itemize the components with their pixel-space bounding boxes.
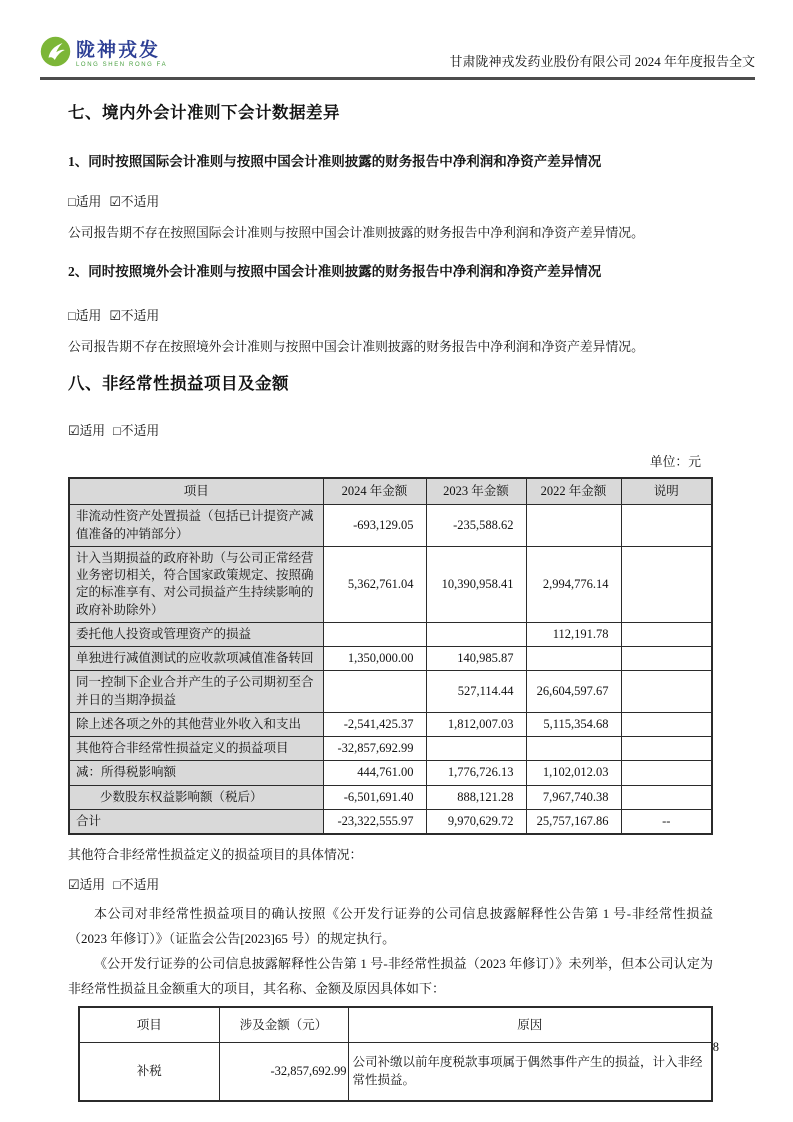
unit-label: 单位：元 — [649, 455, 701, 469]
amount-2022-cell: 2,994,776.14 — [526, 546, 621, 622]
amount-2023-cell: 140,985.87 — [426, 647, 526, 671]
table-row — [69, 712, 712, 736]
section-7-2-title: 2、同时按照境外会计准则与按照中国会计准则披露的财务报告中净利润和净资产差异情况 — [68, 264, 602, 279]
table-row — [69, 809, 712, 834]
logo-en-name: LONG SHEN RONG FA — [76, 61, 168, 68]
note-cell — [621, 546, 712, 622]
table-row — [69, 505, 712, 547]
page-header — [40, 0, 755, 80]
amount-2022-cell — [526, 737, 621, 761]
column-header: 涉及金额（元） — [219, 1007, 348, 1043]
section-7-title: 七、境内外会计准则下会计数据差异 — [68, 103, 340, 122]
checkbox-apply: □适用 — [68, 309, 102, 323]
amount-2023-cell: 10,390,958.41 — [426, 546, 526, 622]
table-row — [69, 761, 712, 785]
amount-2024-cell: -32,857,692.99 — [323, 737, 426, 761]
section-7-1-applicability — [68, 191, 713, 210]
section-8-title: 八、非经常性损益项目及金额 — [68, 374, 289, 393]
item-cell: 同一控制下企业合并产生的子公司期初至合并日的当期净损益 — [69, 671, 323, 713]
note-cell: -- — [621, 809, 712, 834]
checkbox-not-apply: ☑不适用 — [109, 195, 160, 209]
item-cell: 少数股东权益影响额（税后） — [69, 785, 323, 809]
amount-2022-cell: 1,102,012.03 — [526, 761, 621, 785]
checkbox-apply: ☑适用 — [68, 424, 106, 438]
amount-2022-cell — [526, 647, 621, 671]
section-7-2-body: 公司报告期不存在按照境外会计准则与按照中国会计准则披露的财务报告中净利润和净资产差异情况。 — [68, 340, 644, 354]
item-cell: 除上述各项之外的其他营业外收入和支出 — [69, 712, 323, 736]
checkbox-not-apply: □不适用 — [113, 424, 160, 438]
checkbox-apply: ☑适用 — [68, 878, 106, 892]
amount-2023-cell: 1,812,007.03 — [426, 712, 526, 736]
item-cell: 补税 — [79, 1043, 219, 1101]
page-body — [68, 80, 713, 1102]
column-header: 项目 — [79, 1007, 219, 1043]
note-cell — [621, 622, 712, 646]
amount-2022-cell: 25,757,167.86 — [526, 809, 621, 834]
item-cell: 单独进行减值测试的应收款项减值准备转回 — [69, 647, 323, 671]
amount-2023-cell: 9,970,629.72 — [426, 809, 526, 834]
nonrecurring-table-head-row — [69, 478, 712, 505]
note-cell — [621, 647, 712, 671]
checkbox-not-apply: □不适用 — [113, 878, 160, 892]
table-row — [79, 1043, 712, 1101]
major-items-head-row — [79, 1007, 712, 1043]
table-row — [69, 622, 712, 646]
logo-cn-name: 陇神戎发 — [76, 39, 161, 61]
logo-text — [76, 41, 167, 68]
paragraph-recognition-basis: 本公司对非经常性损益项目的确认按照《公开发行证券的公司信息披露解释性公告第 1 号-非经常性损益（2023 年修订）》（证监会公告[2023]65 号）的规定执行。 — [68, 906, 713, 946]
amount-2022-cell: 112,191.78 — [526, 622, 621, 646]
item-cell: 委托他人投资或管理资产的损益 — [69, 622, 323, 646]
detail-applicability — [68, 874, 713, 893]
major-items-body — [79, 1043, 712, 1101]
column-header: 项目 — [69, 478, 323, 505]
checkbox-not-apply: ☑不适用 — [109, 309, 160, 323]
amount-2023-cell — [426, 737, 526, 761]
section-7-1-body: 公司报告期不存在按照国际会计准则与按照中国会计准则披露的财务报告中净利润和净资产差异情况。 — [68, 226, 644, 240]
column-header: 2022 年金额 — [526, 478, 621, 505]
amount-2024-cell: 444,761.00 — [323, 761, 426, 785]
major-items-table — [78, 1006, 713, 1102]
column-header: 2024 年金额 — [323, 478, 426, 505]
note-cell — [621, 505, 712, 547]
table-row — [69, 546, 712, 622]
paragraph-major-items-intro: 《公开发行证券的公司信息披露解释性公告第 1 号-非经常性损益（2023 年修订）》未列举，但本公司认定为非经常性损益且金额重大的项目，其名称、金额及原因具体如下： — [68, 956, 713, 996]
note-cell — [621, 671, 712, 713]
amount-2023-cell: 527,114.44 — [426, 671, 526, 713]
reason-cell: 公司补缴以前年度税款事项属于偶然事件产生的损益，计入非经常性损益。 — [348, 1043, 712, 1101]
item-cell: 非流动性资产处置损益（包括已计提资产减值准备的冲销部分） — [69, 505, 323, 547]
document-title: 甘肃陇神戎发药业股份有限公司 2024 年年度报告全文 — [449, 54, 755, 69]
section-8-applicability — [68, 420, 713, 439]
logo-bird-icon — [40, 36, 71, 72]
amount-2023-cell: -235,588.62 — [426, 505, 526, 547]
amount-2024-cell: 5,362,761.04 — [323, 546, 426, 622]
table-row — [69, 785, 712, 809]
item-cell: 其他符合非经常性损益定义的损益项目 — [69, 737, 323, 761]
column-header: 原因 — [348, 1007, 712, 1043]
amount-2022-cell: 5,115,354.68 — [526, 712, 621, 736]
amount-2024-cell — [323, 622, 426, 646]
amount-2023-cell — [426, 622, 526, 646]
table-row — [69, 737, 712, 761]
nonrecurring-items-table — [68, 477, 713, 835]
column-header: 2023 年金额 — [426, 478, 526, 505]
amount-2022-cell: 26,604,597.67 — [526, 671, 621, 713]
table-row — [69, 671, 712, 713]
amount-cell: -32,857,692.99 — [219, 1043, 348, 1101]
detail-situation-line: 其他符合非经常性损益定义的损益项目的具体情况： — [68, 848, 363, 862]
checkbox-apply: □适用 — [68, 195, 102, 209]
amount-2024-cell — [323, 671, 426, 713]
amount-2024-cell: -2,541,425.37 — [323, 712, 426, 736]
item-cell: 合计 — [69, 809, 323, 834]
note-cell — [621, 785, 712, 809]
note-cell — [621, 737, 712, 761]
item-cell: 计入当期损益的政府补助（与公司正常经营业务密切相关，符合国家政策规定、按照确定的标准享有、对公司损益产生持续影响的政府补助除外） — [69, 546, 323, 622]
amount-2024-cell: -6,501,691.40 — [323, 785, 426, 809]
amount-2024-cell: -23,322,555.97 — [323, 809, 426, 834]
section-7-2-applicability — [68, 305, 713, 324]
amount-2024-cell: -693,129.05 — [323, 505, 426, 547]
table-row — [69, 647, 712, 671]
amount-2022-cell — [526, 505, 621, 547]
note-cell — [621, 712, 712, 736]
nonrecurring-table-body — [69, 505, 712, 834]
amount-2023-cell: 888,121.28 — [426, 785, 526, 809]
company-logo — [40, 36, 167, 72]
amount-2022-cell: 7,967,740.38 — [526, 785, 621, 809]
explanatory-paragraphs — [68, 901, 713, 1001]
item-cell: 减：所得税影响额 — [69, 761, 323, 785]
column-header: 说明 — [621, 478, 712, 505]
note-cell — [621, 761, 712, 785]
page-number: 8 — [712, 1040, 719, 1054]
amount-2024-cell: 1,350,000.00 — [323, 647, 426, 671]
section-7-1-title: 1、同时按照国际会计准则与按照中国会计准则披露的财务报告中净利润和净资产差异情况 — [68, 154, 602, 169]
amount-2023-cell: 1,776,726.13 — [426, 761, 526, 785]
